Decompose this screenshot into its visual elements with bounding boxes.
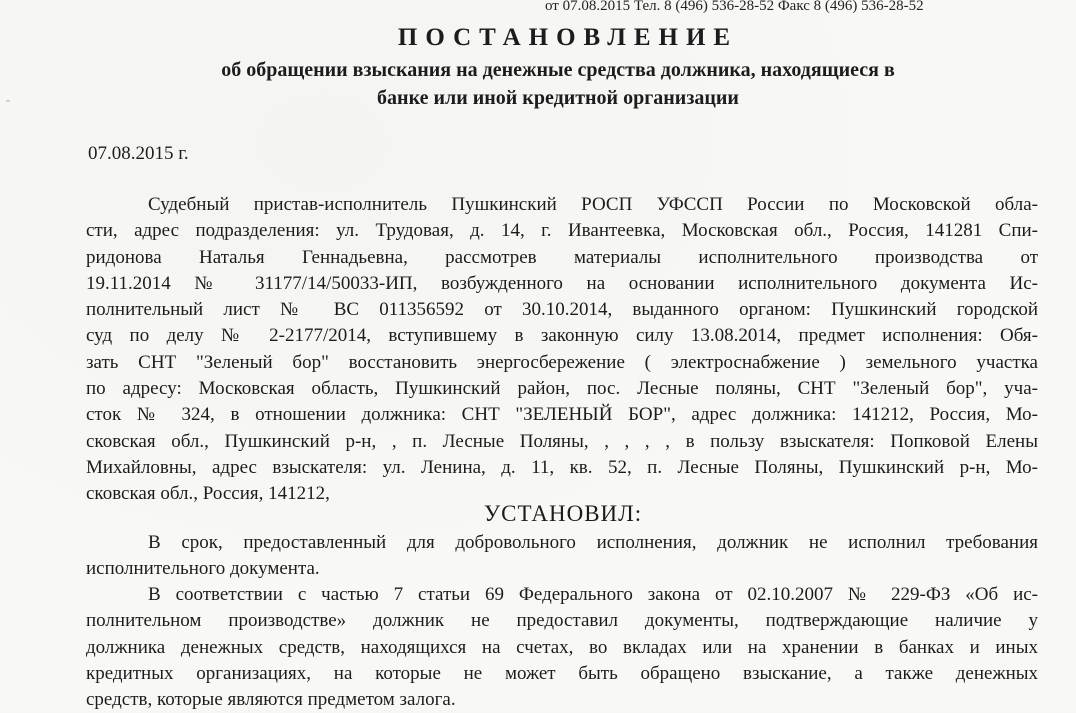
subtitle-line: банке или иной кредитной организации [377, 87, 739, 109]
text-line: сток № 324, в отношении должника: СНТ "ЗЕЛЕНЫЙ БОР", адрес должника: 141212, Россия, Мо- [86, 404, 1038, 426]
text-line: средств, которые являются предметом залога. [86, 689, 456, 711]
header-contact-line: от 07.08.2015 Тел. 8 (496) 536-28-52 Факс 8 (496) 536-28-52 [545, 0, 924, 14]
text-line: Михайловны, адрес взыскателя: ул. Ленина, д. 11, кв. 52, п. Лесные Поляны, Пушкинский р-н, Мо- [86, 456, 1038, 478]
document-date: 07.08.2015 г. [88, 143, 189, 164]
text-line: суд по делу № 2-2177/2014, вступившему в законную силу 13.08.2014, предмет исполнения: Обя- [86, 325, 1038, 347]
text-line: по адресу: Московская область, Пушкинский район, пос. Лесные поляны, СНТ "Зеленый бор", уча- [86, 378, 1038, 400]
text-line: сковская обл., Россия, 141212, [86, 483, 330, 505]
paragraph-non-compliance [86, 530, 1038, 583]
section-heading-established: УСТАНОВИЛ: [483, 501, 643, 526]
subtitle-line: об обращении взыскания на денежные средства должника, находящиеся в [221, 59, 895, 81]
text-line: полнительном производстве» должник не предоставил документы, подтверждающие наличие у [86, 610, 1038, 632]
text-line: должника денежных средств, находящихся на счетах, во вкладах или на хранении в банках и иных [86, 636, 1038, 658]
paragraph-case-details [86, 192, 1038, 508]
text-line: Судебный пристав-исполнитель Пушкинский РОСП УФССП России по Московской обла- [148, 194, 1038, 215]
text-line: полнительный лист № ВС 011356592 от 30.10.2014, выданного органом: Пушкинский городской [86, 299, 1038, 321]
document-subtitle [0, 56, 1076, 112]
text-line: зать СНТ "Зеленый бор" восстановить энергосбережение ( электроснабжение ) земельного участка [86, 351, 1038, 373]
text-line: сковская обл., Пушкинский р-н, , п. Лесные Поляны, , , , , в пользу взыскателя: Попковой Елены [86, 430, 1038, 452]
paragraph-legal-basis [86, 582, 1038, 713]
text-line: В срок, предоставленный для добровольного исполнения, должник не исполнил требования [148, 532, 1038, 553]
text-line: 19.11.2014 № 31177/14/50033-ИП, возбужденного на основании исполнительного документа Ис- [86, 272, 1038, 294]
text-line: сти, адрес подразделения: ул. Трудовая, д. 14, г. Ивантеевка, Московская обл., Россия, 141281 Спи- [86, 220, 1038, 242]
text-line: В соответствии с частью 7 статьи 69 Федерального закона от 02.10.2007 № 229-ФЗ «Об ис- [148, 584, 1038, 605]
text-line: кредитных организациях, на которые не может быть обращено взыскание, а также денежных [86, 662, 1038, 684]
text-line: ридонова Наталья Геннадьевна, рассмотрев материалы исполнительного производства от [86, 246, 1038, 268]
text-line: исполнительного документа. [86, 558, 320, 580]
document-title: ПОСТАНОВЛЕНИЕ [397, 24, 739, 51]
